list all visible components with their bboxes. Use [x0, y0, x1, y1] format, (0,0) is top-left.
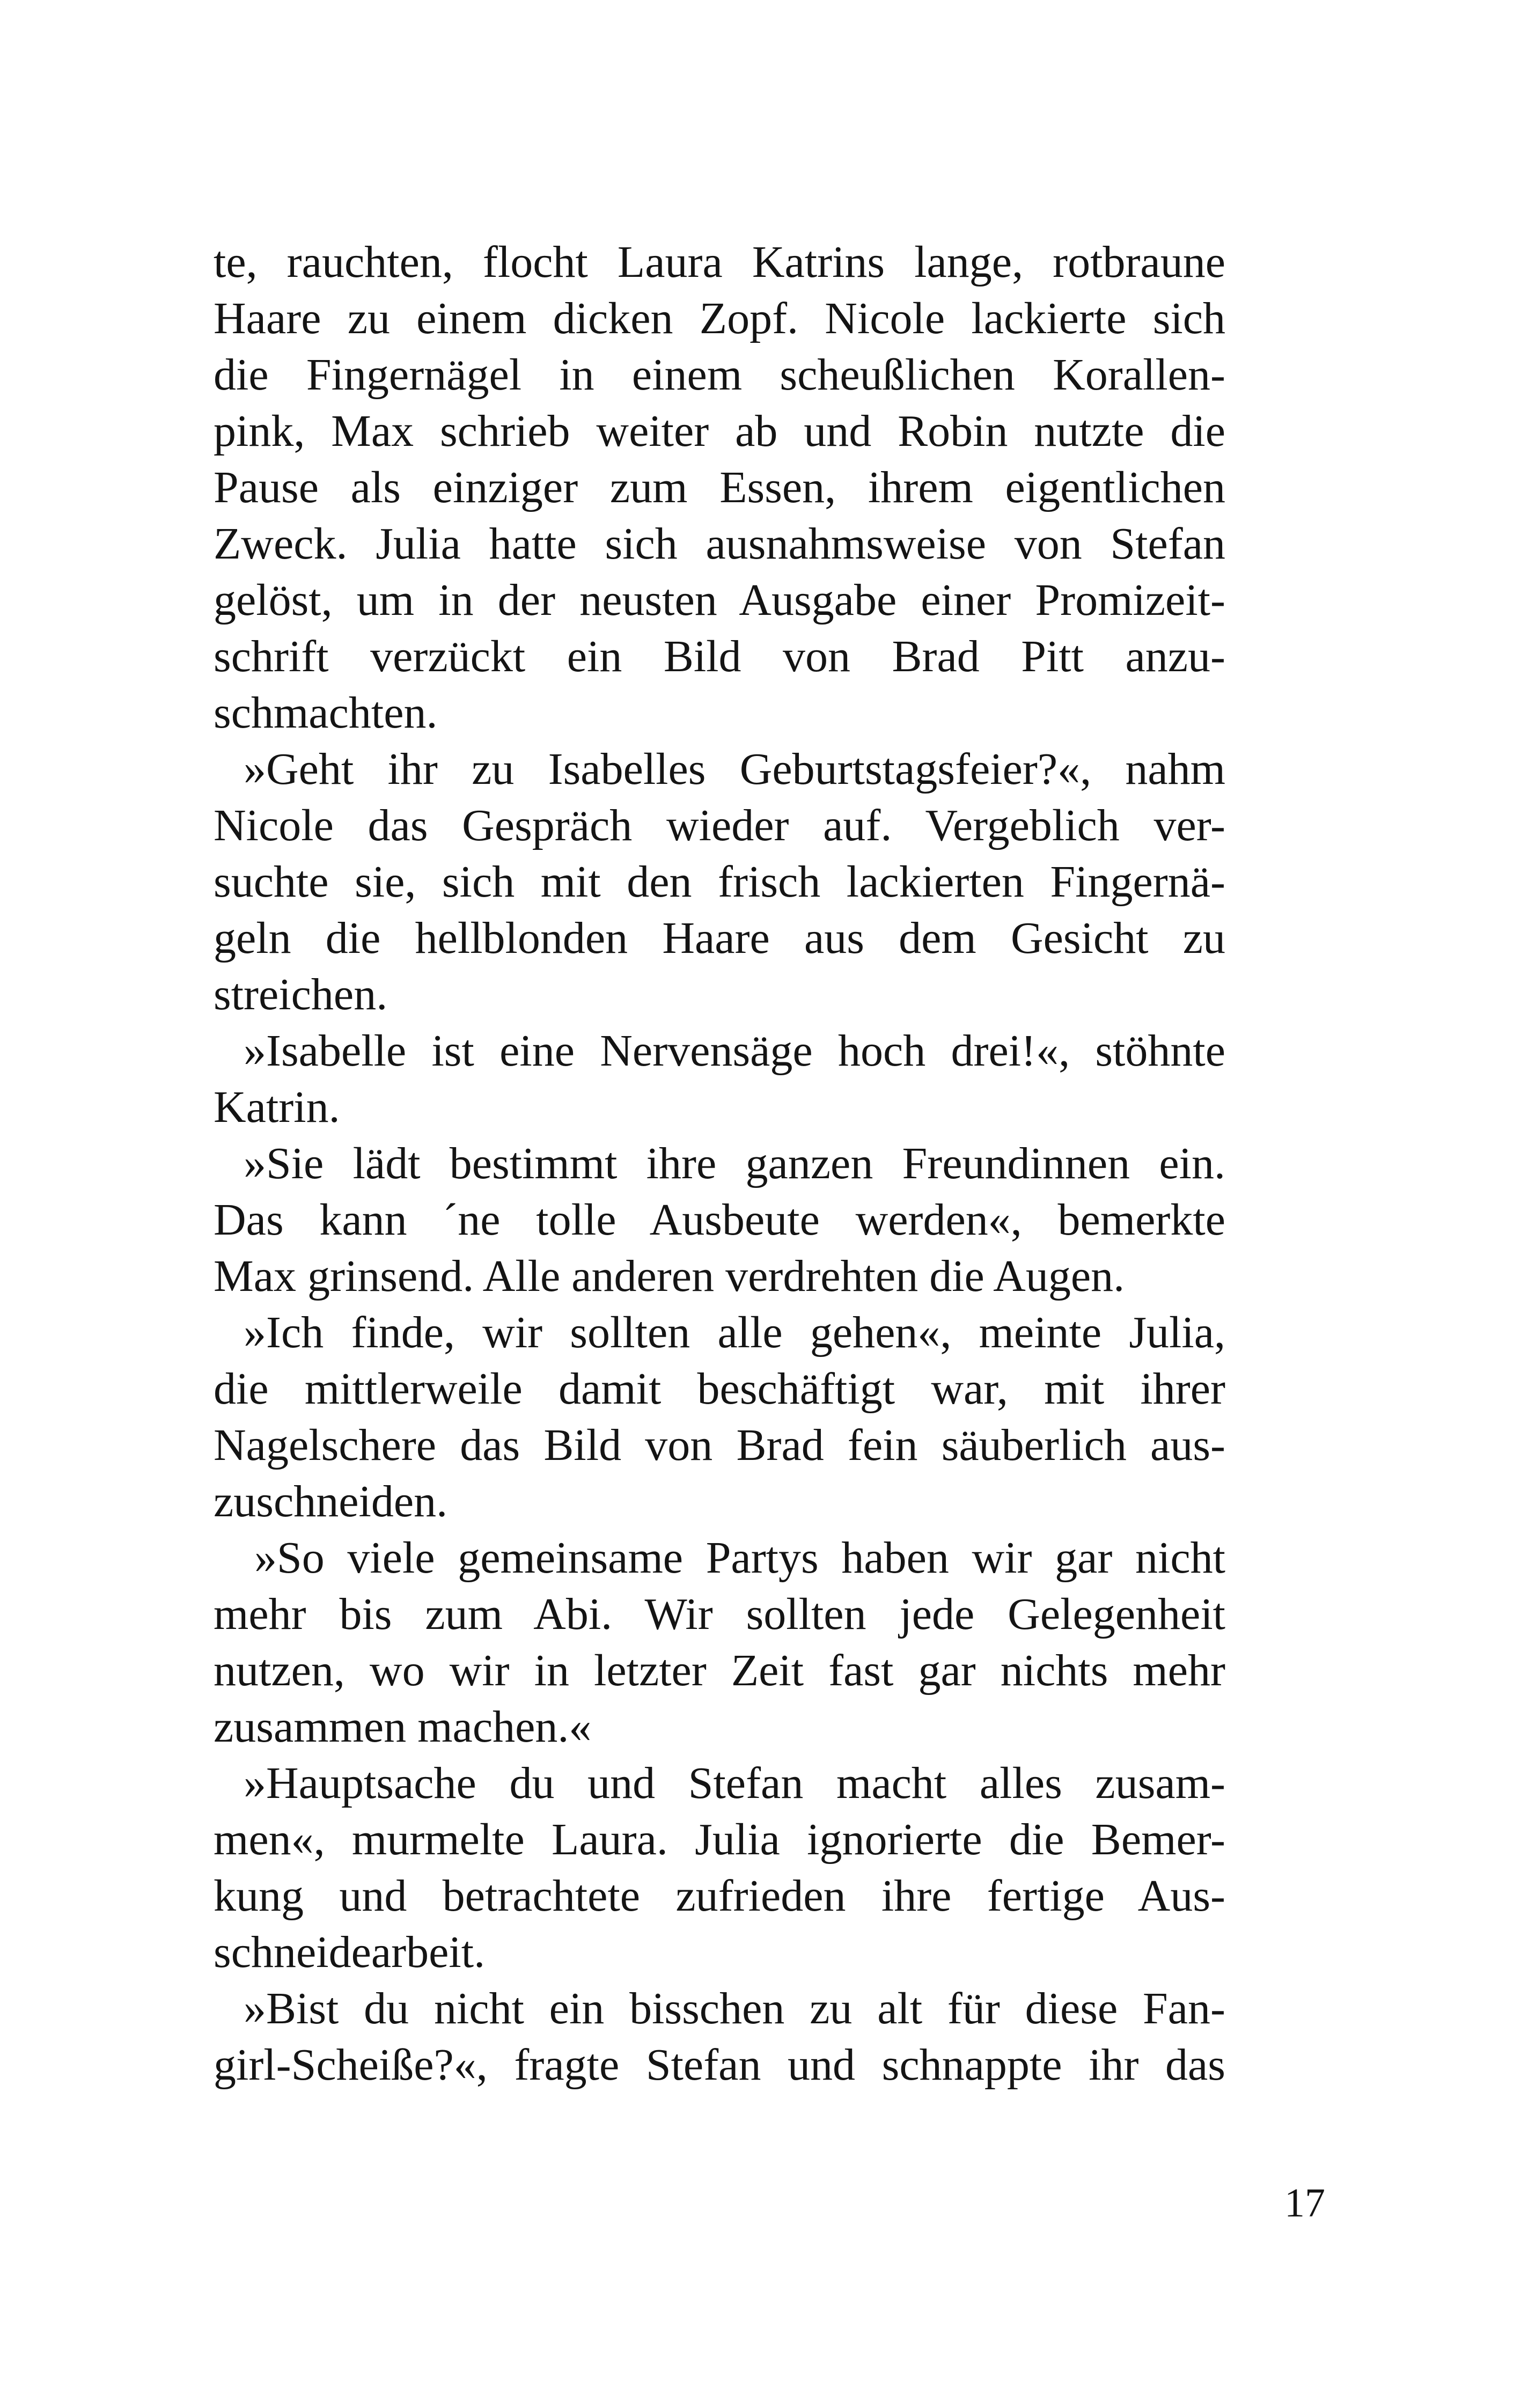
text-line: »Geht ihr zu Isabelles Geburtstagsfeier?«, nahm — [244, 744, 1225, 794]
text-line: streichen. — [214, 970, 388, 1019]
text-line: Katrin. — [214, 1082, 340, 1132]
text-line: »So viele gemeinsame Partys haben wir gar nicht — [254, 1533, 1225, 1583]
text-line: zuschneiden. — [214, 1477, 448, 1526]
text-line: »Isabelle ist eine Nervensäge hoch drei!«, stöhnte — [244, 1026, 1225, 1076]
text-line: kung und betrachtete zufrieden ihre fertige Aus- — [214, 1871, 1225, 1921]
page-number: 17 — [1284, 2181, 1325, 2226]
text-line: girl-Scheiße?«, fragte Stefan und schnappte ihr das — [214, 2040, 1225, 2090]
text-line: Das kann ´ne tolle Ausbeute werden«, bemerkte — [214, 1195, 1225, 1245]
text-line: »Ich finde, wir sollten alle gehen«, meinte Julia, — [244, 1308, 1225, 1357]
text-line: geln die hellblonden Haare aus dem Gesicht zu — [214, 913, 1225, 963]
text-line: schmachten. — [214, 688, 438, 738]
text-line: Zweck. Julia hatte sich ausnahmsweise von Stefan — [214, 519, 1225, 569]
text-line: pink, Max schrieb weiter ab und Robin nutzte die — [214, 406, 1225, 456]
text-line: die mittlerweile damit beschäftigt war, mit ihrer — [214, 1364, 1225, 1414]
body-text — [214, 234, 1225, 2093]
text-line: schrift verzückt ein Bild von Brad Pitt anzu- — [214, 632, 1225, 681]
text-line: te, rauchten, flocht Laura Katrins lange, rotbraune — [214, 237, 1225, 287]
text-line: Max grinsend. Alle anderen verdrehten die Augen. — [214, 1251, 1125, 1301]
text-line: suchte sie, sich mit den frisch lackierten Fingernä- — [214, 857, 1225, 907]
text-line: Haare zu einem dicken Zopf. Nicole lackierte sich — [214, 293, 1225, 343]
text-line: zusammen machen.« — [214, 1702, 592, 1752]
text-line: mehr bis zum Abi. Wir sollten jede Gelegenheit — [214, 1589, 1225, 1639]
text-line: Nicole das Gespräch wieder auf. Vergeblich ver- — [214, 801, 1225, 850]
text-line: gelöst, um in der neusten Ausgabe einer Promizeit- — [214, 575, 1225, 625]
text-line: Pause als einziger zum Essen, ihrem eigentlichen — [214, 462, 1225, 512]
text-line: Nagelschere das Bild von Brad fein säuberlich aus- — [214, 1420, 1225, 1470]
text-line: »Sie lädt bestimmt ihre ganzen Freundinnen ein. — [244, 1139, 1225, 1188]
text-line: men«, murmelte Laura. Julia ignorierte die Bemer- — [214, 1815, 1225, 1864]
text-line: nutzen, wo wir in letzter Zeit fast gar nichts mehr — [214, 1646, 1225, 1695]
text-line: die Fingernägel in einem scheußlichen Korallen- — [214, 350, 1225, 400]
text-line: schneidearbeit. — [214, 1927, 486, 1977]
text-line: »Hauptsache du und Stefan macht alles zusam- — [244, 1758, 1225, 1808]
text-line: »Bist du nicht ein bisschen zu alt für diese Fan- — [244, 1984, 1225, 2033]
